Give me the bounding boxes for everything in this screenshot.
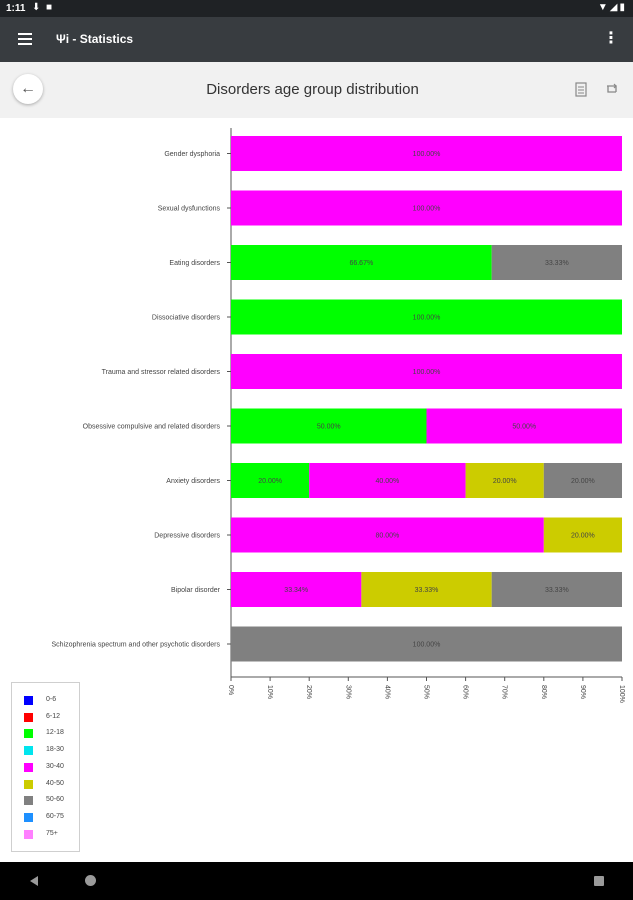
notification-icon: ■ <box>46 2 53 13</box>
x-tick-label: 90% <box>578 685 586 700</box>
legend-swatch <box>24 796 33 805</box>
back-nav-icon[interactable] <box>30 876 38 886</box>
status-bar <box>0 0 633 17</box>
data-label: 100.00% <box>412 205 441 213</box>
data-label: 20.00% <box>571 478 595 485</box>
legend-label: 18-30 <box>46 746 64 754</box>
category-label: Schizophrenia spectrum and other psychotic disorders <box>51 641 220 649</box>
data-label: 66.67% <box>349 260 374 267</box>
home-nav-icon[interactable] <box>85 875 96 886</box>
data-label: 50.00% <box>512 423 537 431</box>
app-title: Ψi - Statistics <box>56 32 134 46</box>
category-label: Sexual dysfunctions <box>157 205 220 213</box>
data-label: 100.00% <box>412 151 441 158</box>
category-label: Gender dysphoria <box>164 151 220 158</box>
category-label: Dissociative disorders <box>151 314 220 322</box>
x-tick-label: 50% <box>422 685 430 700</box>
legend-label: 60-75 <box>46 812 64 820</box>
page-title: Disorders age group distribution <box>206 81 419 98</box>
data-label: 20.00% <box>492 478 517 485</box>
download-icon: ⬇ <box>32 2 41 13</box>
more-vert-icon[interactable]: ⋮ <box>603 30 619 47</box>
category-label: Bipolar disorder <box>170 587 220 594</box>
recents-nav-icon[interactable] <box>594 876 604 886</box>
stacked-bar-chart <box>0 118 633 703</box>
hamburger-menu-icon[interactable] <box>16 29 36 49</box>
document-icon[interactable] <box>575 82 587 97</box>
data-label: 100.00% <box>412 369 441 376</box>
legend-label: 40-50 <box>46 779 64 787</box>
data-label: 80.00% <box>375 532 400 540</box>
refresh-icon[interactable] <box>604 82 620 96</box>
x-tick-label: 80% <box>539 685 547 700</box>
chart-header <box>0 62 633 118</box>
category-label: Eating disorders <box>169 260 220 267</box>
data-label: 100.00% <box>412 314 441 322</box>
x-tick-label: 30% <box>344 685 352 700</box>
x-tick-label: 20% <box>305 685 313 700</box>
x-tick-label: 40% <box>383 685 391 700</box>
legend-swatch <box>24 713 33 722</box>
legend-label: 50-60 <box>46 796 64 804</box>
data-label: 40.00% <box>375 478 400 485</box>
category-label: Trauma and stressor related disorders <box>101 369 220 376</box>
legend-label: 12-18 <box>46 729 64 737</box>
x-tick-label: 70% <box>500 685 508 700</box>
legend-swatch <box>24 780 33 789</box>
legend-label: 75+ <box>46 829 58 837</box>
legend-label: 30-40 <box>46 762 64 770</box>
wifi-icon: ▼ <box>597 2 610 13</box>
app-bar <box>0 17 633 62</box>
data-label: 20.00% <box>571 532 595 540</box>
data-label: 50.00% <box>316 423 341 431</box>
category-label: Anxiety disorders <box>166 478 220 485</box>
x-tick-label: 100% <box>618 685 625 703</box>
chart-legend <box>11 682 80 852</box>
legend-swatch <box>24 746 33 755</box>
data-label: 33.33% <box>414 587 439 594</box>
legend-label: 0-6 <box>46 696 57 703</box>
legend-swatch <box>24 763 33 772</box>
status-right-icons <box>598 2 627 13</box>
legend-swatch <box>24 830 33 839</box>
legend-swatch <box>24 696 33 705</box>
data-label: 100.00% <box>412 641 441 649</box>
legend-label: 6-12 <box>46 712 61 720</box>
system-nav-bar <box>0 862 633 900</box>
category-label: Depressive disorders <box>154 532 220 540</box>
battery-icon: ▮ <box>619 2 627 13</box>
legend-swatch <box>24 813 33 822</box>
x-tick-label: 0% <box>227 685 234 696</box>
status-time: 1:11 <box>6 3 26 14</box>
x-tick-label: 60% <box>461 685 469 700</box>
data-label: 33.33% <box>544 587 569 594</box>
legend-swatch <box>24 729 33 738</box>
data-label: 33.34% <box>284 587 309 594</box>
arrow-left-icon[interactable]: ← <box>13 74 43 104</box>
data-label: 20.00% <box>258 478 282 485</box>
category-label: Obsessive compulsive and related disorders <box>82 423 220 431</box>
data-label: 33.33% <box>544 260 569 267</box>
x-tick-label: 10% <box>266 685 274 700</box>
signal-icon: ◢ <box>609 2 620 13</box>
